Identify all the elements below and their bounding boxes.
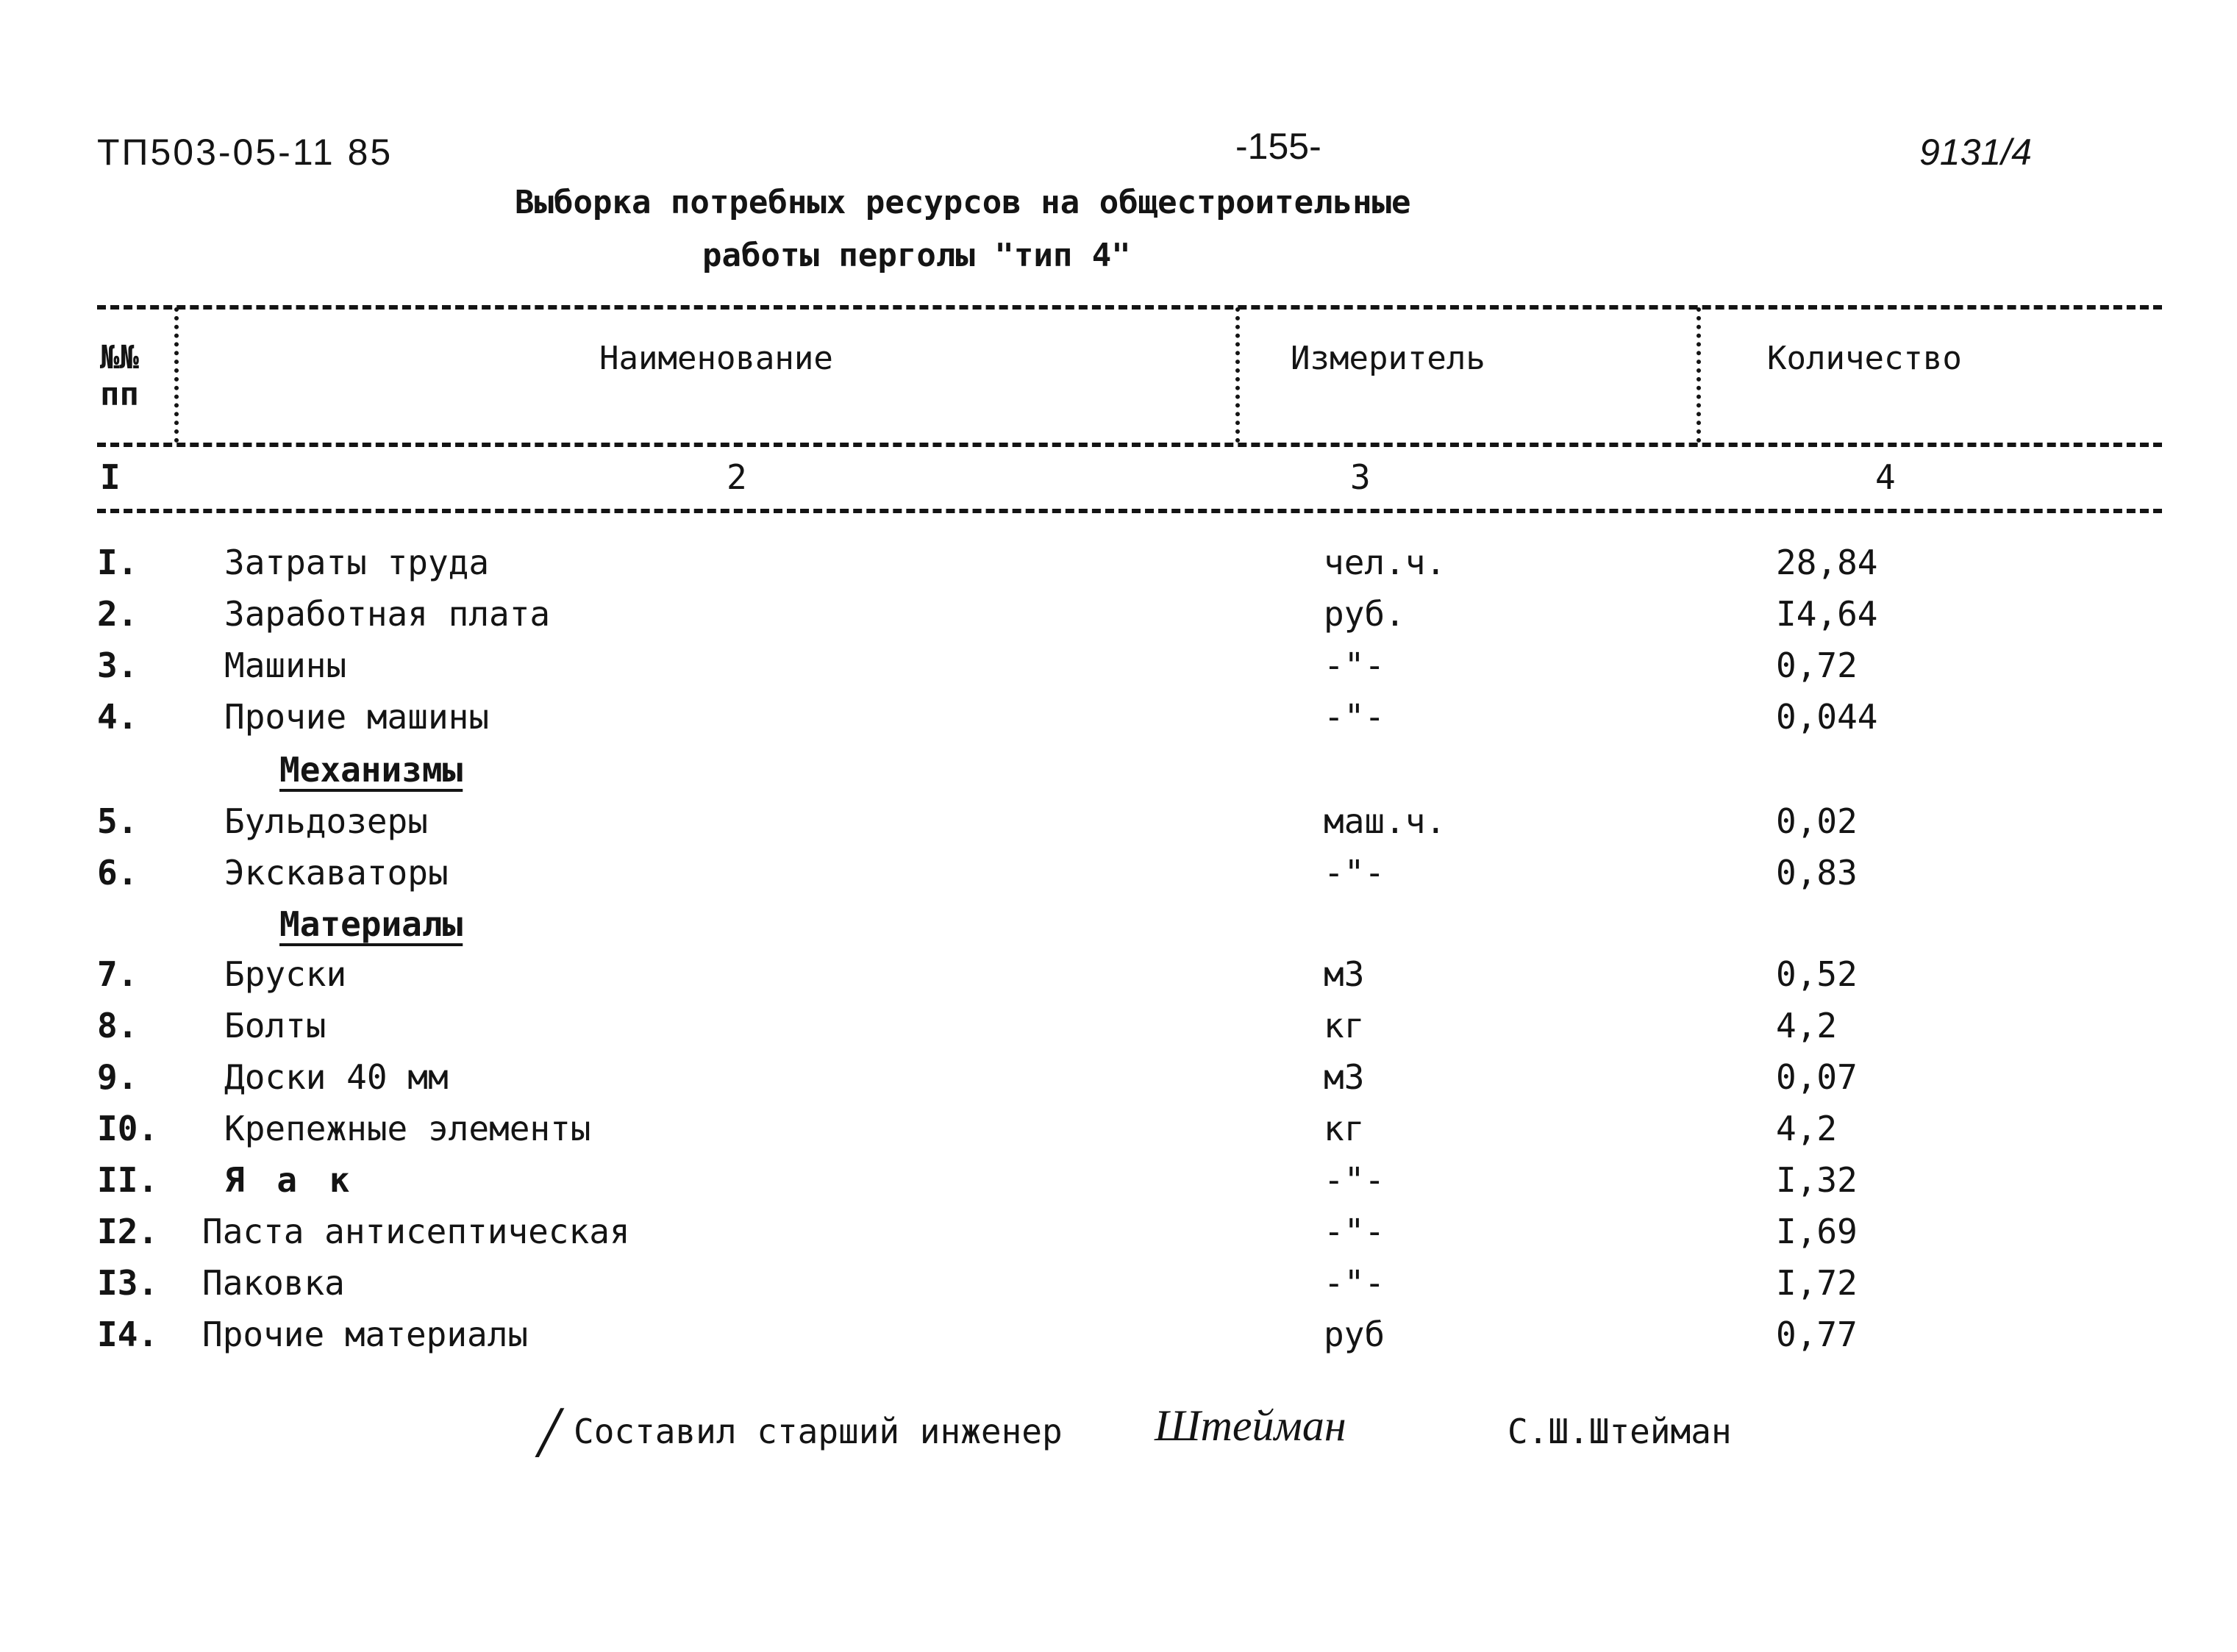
handwritten-signature: Штейман: [1155, 1401, 1346, 1450]
section-heading-mechanisms: Механизмы: [279, 750, 463, 790]
table-colnum-rule: [97, 509, 2162, 513]
row-number: II.: [97, 1160, 159, 1200]
row-name: Прочие машины: [224, 697, 490, 737]
row-number: I3.: [97, 1263, 159, 1303]
page-number: -155-: [1235, 126, 1321, 167]
row-name: Бульдозеры: [224, 801, 428, 841]
row-name: Паковка: [202, 1263, 345, 1303]
row-name: Паста антисептическая: [202, 1212, 630, 1251]
table-row: [0, 1109, 2237, 1160]
row-unit: руб.: [1324, 594, 1405, 634]
row-name: Заработная плата: [224, 594, 551, 634]
row-number: I2.: [97, 1212, 159, 1251]
row-quantity: 0,72: [1776, 646, 1858, 685]
sheet-reference: 9131/4: [1919, 132, 2032, 173]
table-row: [0, 543, 2237, 594]
row-quantity: 4,2: [1776, 1109, 1838, 1148]
table-row: [0, 646, 2237, 697]
row-name: Бруски: [224, 954, 347, 994]
column-divider-3: [1697, 307, 1701, 443]
row-number: 7.: [97, 954, 138, 994]
column-divider-2: [1235, 307, 1240, 443]
table-row: [0, 1057, 2237, 1109]
section-heading-materials: Материалы: [279, 904, 463, 944]
table-row: [0, 801, 2237, 853]
document-code: ТП503-05-11 85: [97, 132, 393, 173]
row-number: 8.: [97, 1006, 138, 1045]
row-quantity: 0,044: [1776, 697, 1878, 737]
row-quantity: 4,2: [1776, 1006, 1838, 1045]
row-quantity: 0,07: [1776, 1057, 1858, 1097]
row-unit: -"-: [1324, 1212, 1385, 1251]
table-row: [0, 1263, 2237, 1315]
row-unit: -"-: [1324, 697, 1385, 737]
row-number: 2.: [97, 594, 138, 634]
table-row: [0, 1160, 2237, 1212]
table-row: [0, 1212, 2237, 1263]
table-row: [0, 1006, 2237, 1057]
row-number: I0.: [97, 1109, 159, 1148]
table-row: [0, 853, 2237, 904]
row-quantity: 28,84: [1776, 543, 1878, 582]
row-unit: -"-: [1324, 853, 1385, 893]
row-name: Машины: [224, 646, 347, 685]
table-row: [0, 697, 2237, 748]
row-quantity: I,72: [1776, 1263, 1858, 1303]
row-quantity: I4,64: [1776, 594, 1878, 634]
compiled-by-label: Составил старший инженер: [574, 1412, 1063, 1451]
table-row: [0, 1315, 2237, 1366]
row-quantity: I,32: [1776, 1160, 1858, 1200]
table-row: [0, 954, 2237, 1006]
signatory-name: С.Ш.Штейман: [1508, 1412, 1732, 1451]
header-num: №№ пп: [100, 339, 139, 413]
colnum-1: I: [100, 457, 121, 497]
row-number: I4.: [97, 1315, 159, 1354]
row-unit: руб: [1324, 1315, 1385, 1354]
row-unit: чел.ч.: [1324, 543, 1446, 582]
row-number: 4.: [97, 697, 138, 737]
header-qty: Количество: [1767, 340, 1962, 377]
document-title-line-1: Выборка потребных ресурсов на общестроительные: [515, 184, 1411, 221]
row-quantity: 0,77: [1776, 1315, 1858, 1354]
row-name: Прочие материалы: [202, 1315, 529, 1354]
row-unit: -"-: [1324, 646, 1385, 685]
signature-slash: /: [538, 1391, 559, 1473]
row-quantity: 0,83: [1776, 853, 1858, 893]
row-name: Затраты труда: [224, 543, 490, 582]
row-quantity: I,69: [1776, 1212, 1858, 1251]
colnum-4: 4: [1875, 457, 1896, 497]
row-name: Экскаваторы: [224, 853, 449, 893]
column-divider-1: [174, 307, 179, 443]
row-name: Доски 40 мм: [224, 1057, 449, 1097]
row-number: 6.: [97, 853, 138, 893]
row-unit: -"-: [1324, 1263, 1385, 1303]
row-name: Я а к: [224, 1160, 356, 1200]
row-quantity: 0,52: [1776, 954, 1858, 994]
document-title-line-2: работы перголы "тип 4": [702, 237, 1131, 274]
table-row: [0, 594, 2237, 646]
table-top-rule: [97, 305, 2162, 310]
row-number: 9.: [97, 1057, 138, 1097]
row-name: Болты: [224, 1006, 327, 1045]
row-unit: -"-: [1324, 1160, 1385, 1200]
header-unit: Измеритель: [1291, 340, 1485, 377]
row-unit: кг: [1324, 1109, 1365, 1148]
row-number: I.: [97, 543, 138, 582]
row-number: 3.: [97, 646, 138, 685]
row-unit: м3: [1324, 1057, 1365, 1097]
row-quantity: 0,02: [1776, 801, 1858, 841]
table-header-rule: [97, 443, 2162, 447]
row-unit: маш.ч.: [1324, 801, 1446, 841]
colnum-3: 3: [1350, 457, 1371, 497]
row-number: 5.: [97, 801, 138, 841]
row-name: Крепежные элементы: [224, 1109, 591, 1148]
row-unit: м3: [1324, 954, 1365, 994]
colnum-2: 2: [727, 457, 747, 497]
row-unit: кг: [1324, 1006, 1365, 1045]
header-name: Наименование: [599, 340, 833, 377]
